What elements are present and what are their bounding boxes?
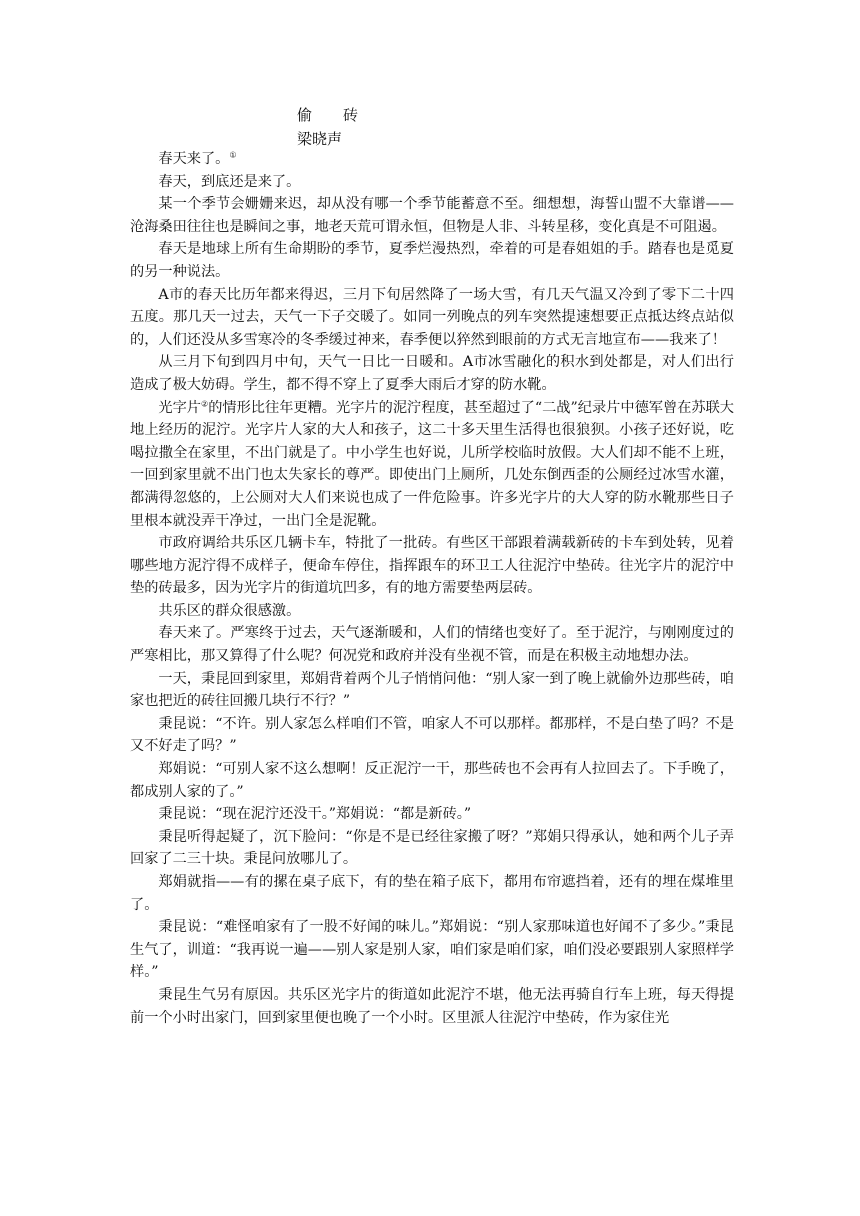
paragraph: A市的春天比历年都来得迟，三月下旬居然降了一场大雪，有几天气温又冷到了零下二十四五度。那几天一过去，天气一下子交暖了。如同一列晚点的列车突然提速想要正点抵达终点站似的，人们还没从多雪寒冷的冬季缓过神来，春季便以猝然到眼前的方式无言地宣布——我来了！ [130, 286, 734, 348]
paragraph: 从三月下旬到四月中旬，天气一日比一日暖和。A市冰雪融化的积水到处都是，对人们出行造成了极大妨碍。学生，都不得不穿上了夏季大雨后才穿的防水靴。 [130, 354, 734, 393]
paragraph: 春天是地球上所有生命期盼的季节，夏季烂漫热烈，牵着的可是春姐姐的手。踏春也是觅夏的另一种说法。 [130, 241, 734, 280]
footnote-marker: ① [229, 150, 237, 160]
paragraph: 秉昆生气另有原因。共乐区光字片的街道如此泥泞不堪，他无法再骑自行车上班，每天得提前一个小时出家门，回到家里便也晚了一个小时。区里派人往泥泞中垫砖，作为家住光 [130, 986, 734, 1026]
paragraph: 市政府调给共乐区几辆卡车，特批了一批砖。有些区干部跟着满载新砖的卡车到处转，见着哪些地方泥泞得不成样子，便命车停住，指挥跟车的环卫工人往泥泞中垫砖。往光字片的泥泞中垫的砖最多，因为光字片的街道坑凹多，有的地方需要垫两层砖。 [130, 535, 734, 597]
footnote-marker: ② [201, 398, 209, 408]
article-body [130, 148, 734, 1029]
paragraph: 秉昆听得起疑了，沉下脸问：“你是不是已经往家搬了呀？”郑娟只得承认，她和两个儿子弄回家了二三十块。秉昆问放哪儿了。 [130, 828, 734, 868]
title-char-2: 砖 [343, 106, 360, 124]
title-char-1: 偷 [297, 106, 314, 124]
article-title [297, 103, 359, 127]
paragraph: 秉昆说：“不许。别人家怎么样咱们不管，咱家人不可以那样。都那样，不是白垫了吗？不是又不好走了吗？” [130, 715, 734, 755]
paragraph: 秉昆说：“难怪咱家有了一股不好闻的味儿。”郑娟说：“别人家那味道也好闻不了多少。”秉昆生气了，训道：“我再说一遍——别人家是别人家，咱们家是咱们家，咱们没必要跟别人家照样学样。” [130, 919, 734, 981]
paragraph: 郑娟说：“可别人家不这么想啊！反正泥泞一干，那些砖也不会再有人拉回去了。下手晚了，都成别人家的了。” [130, 761, 734, 800]
paragraph: 春天来了。严寒终于过去，天气逐渐暖和，人们的情绪也变好了。至于泥泞，与刚刚度过的严寒相比，那又算得了什么呢？何况党和政府并没有坐视不管，而是在积极主动地想办法。 [130, 625, 734, 665]
paragraph: 光字片②的情形比往年更糟。光字片的泥泞程度，甚至超过了“二战”纪录片中德军曾在苏联大地上经历的泥泞。光字片人家的大人和孩子，这二十多天里生活得也很狼狈。小孩子还好说，吃喝拉撒全在家里，不出门就是了。中小学生也好说，儿所学校临时放假。大人们却不能不上班，一回到家里就不出门也太失家长的尊严。即使出门上厕所，几处东倒西歪的公厕经过冰雪水灌，都满得忽悠的，上公厕对大人们来说也成了一件危险事。许多光字片的大人穿的防水靴那些日子里根本就没弄干净过，一出门全是泥靴。 [130, 398, 734, 529]
author-name: 梁晓声 [297, 130, 343, 148]
paragraph: 春天，到底还是来了。 [158, 173, 301, 190]
paragraph: 郑娟就指——有的摞在桌子底下，有的垫在箱子底下，都用布帘遮挡着，还有的埋在煤堆里了。 [130, 874, 734, 913]
paragraph: 一天，秉昆回到家里，郑娟背着两个儿子悄悄问他：“别人家一到了晚上就偷外边那些砖，咱家也把近的砖往回搬几块行不行？” [130, 670, 734, 710]
paragraph: 某一个季节会姗姗来迟，却从没有哪一个季节能蓄意不至。细想想，海誓山盟不大靠谱——沧海桑田往往也是瞬间之事，地老天荒可谓永恒，但物是人非、斗转星移，变化真是不可阻遏。 [130, 196, 734, 235]
paragraph: 共乐区的群众很感激。 [158, 602, 301, 619]
paragraph: 秉昆说：“现在泥泞还没干。”郑娟说：“都是新砖。” [158, 806, 472, 823]
paragraph: 春天来了。① [158, 150, 237, 167]
